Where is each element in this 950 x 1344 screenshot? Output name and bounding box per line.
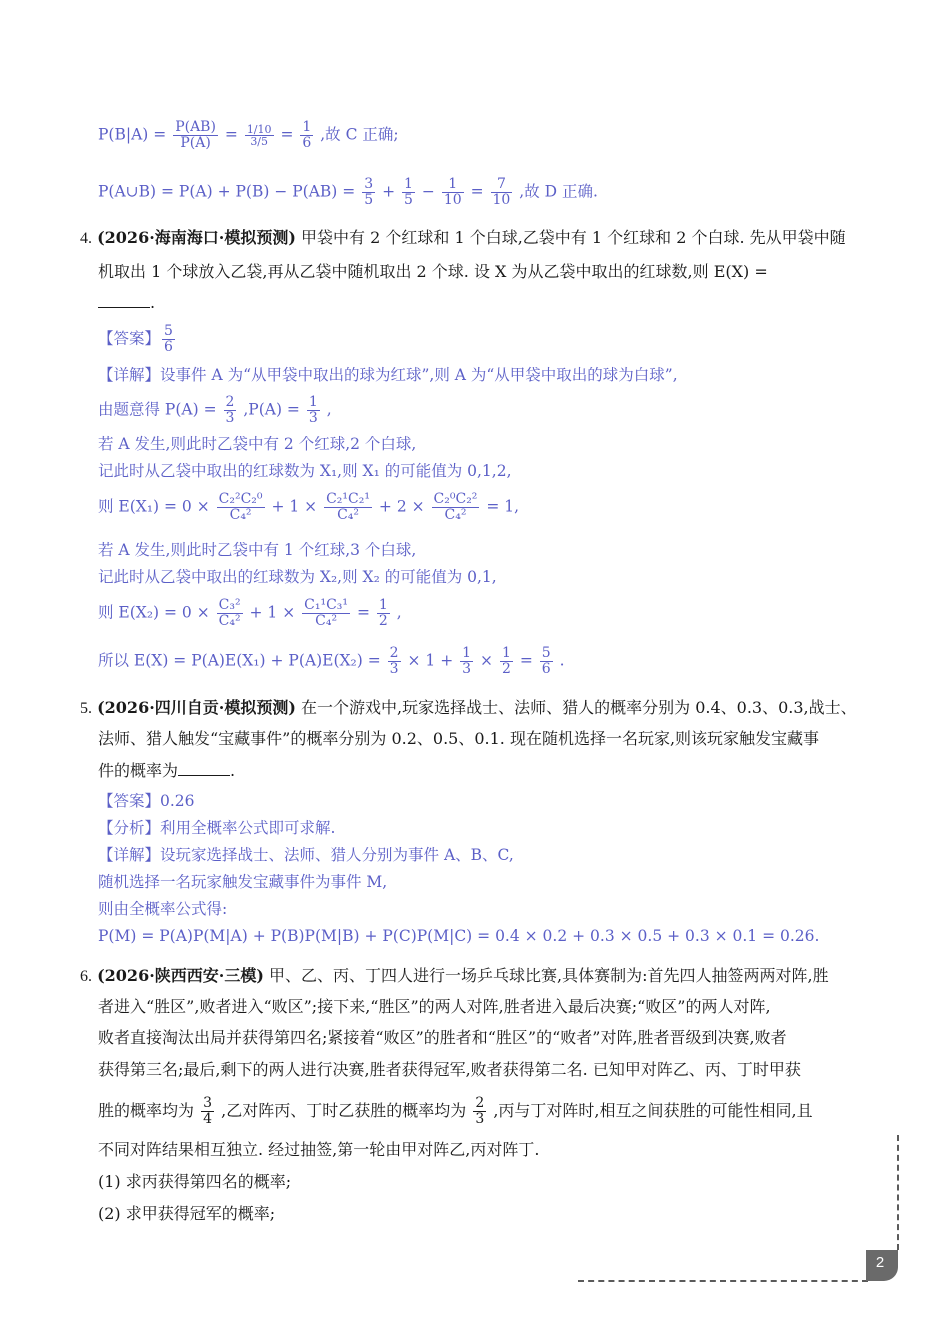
question-text: 甲、乙、丙、丁四人进行一场乒乓球比赛,具体赛制为:首先四人抽签两两对阵,胜: [269, 966, 829, 985]
fraction: [500, 646, 513, 677]
numerator: 2: [225, 394, 235, 410]
question-source: (2026·四川自贡·模拟预测): [97, 698, 296, 717]
denominator: 3: [475, 1111, 485, 1127]
analysis-label: 【分析】: [98, 819, 161, 837]
question-text: 胜的概率均为: [98, 1101, 195, 1120]
plus: +: [382, 182, 396, 201]
question-text: 件的概率为: [98, 761, 179, 780]
equals: =: [224, 125, 238, 144]
denominator: 3/5: [250, 135, 269, 148]
q4-stem-line-3: [98, 293, 155, 313]
equals: =: [280, 125, 294, 144]
answer-blank: [98, 293, 150, 308]
detail-text: 设事件 A 为“从甲袋中取出的球为红球”,则 A 为“从甲袋中取出的球为白球”,: [160, 366, 678, 384]
detail-text: 设玩家选择战士、法师、猎人分别为事件 A、B、C,: [160, 846, 514, 864]
fraction: [460, 646, 473, 677]
answer-label: 【答案】: [98, 792, 161, 810]
denominator: C₄²: [229, 507, 252, 523]
denominator: C₄²: [218, 613, 241, 629]
denominator: P(A): [180, 135, 211, 151]
numerator: 5: [541, 645, 551, 661]
page-number: 2: [875, 1254, 885, 1271]
page-border-horizontal: [578, 1280, 868, 1282]
q5-analysis: [98, 818, 335, 838]
formula-text: P(A∪B) = P(A) + P(B) − P(AB) =: [98, 182, 356, 201]
q6-stem-line-2: 者进入“胜区”,败者进入“败区”;接下来,“胜区”的两人对阵,胜者进入最后决赛;“败区”的两人对阵,: [98, 997, 771, 1016]
denominator: 2: [378, 613, 388, 629]
formula-text: ,: [326, 400, 332, 419]
q5-detail-3: 则由全概率公式得:: [98, 900, 228, 918]
q4-detail-7: 记此时从乙袋中取出的红球数为 X₂,则 X₂ 的可能值为 0,1,: [98, 568, 497, 586]
denominator: 10: [492, 192, 511, 208]
denominator: 3: [225, 410, 235, 426]
numerator: 2: [389, 645, 399, 661]
formula-text: .: [559, 651, 565, 670]
formula-text: 所以 E(X) = P(A)E(X₁) + P(A)E(X₂) =: [98, 651, 381, 670]
fraction: [324, 492, 372, 523]
denominator: 5: [364, 192, 374, 208]
fraction: [402, 177, 415, 208]
numerator: C₁¹C₃¹: [304, 597, 349, 613]
numerator: C₂²C₂⁰: [218, 491, 263, 507]
fraction: [245, 124, 274, 147]
fraction: [217, 598, 243, 629]
numerator: C₃²: [218, 597, 241, 613]
formula-text: ,P(A) =: [243, 400, 300, 419]
fraction: [377, 598, 390, 629]
question-source: (2026·陕西西安·三模): [97, 966, 264, 985]
equals: =: [470, 182, 484, 201]
prev-line-2: [98, 177, 598, 208]
denominator: 3: [308, 410, 318, 426]
fraction: [491, 177, 513, 208]
q5-detail-1: [98, 845, 514, 865]
fraction: [473, 1096, 486, 1127]
formula-text: + 1 ×: [249, 603, 296, 622]
minus: −: [421, 182, 435, 201]
q5-detail-4: P(M) = P(A)P(M|A) + P(B)P(M|B) + P(C)P(M|C) = 0.4 × 0.2 + 0.3 × 0.5 + 0.3 × 0.1 = 0.26.: [98, 927, 820, 945]
q6-stem-line-1: [80, 966, 829, 987]
fraction: [217, 492, 265, 523]
answer-blank: [178, 761, 230, 776]
numerator: C₂¹C₂¹: [326, 491, 370, 507]
fraction: [388, 646, 401, 677]
denominator: 5: [404, 192, 413, 208]
numerator: 1: [462, 645, 472, 661]
formula-text: + 2 ×: [378, 497, 425, 516]
question-text: 甲袋中有 2 个红球和 1 个白球,乙袋中有 1 个红球和 2 个白球. 先从甲袋中随: [301, 228, 846, 247]
question-text: ,丙与丁对阵时,相互之间获胜的可能性相同,且: [493, 1101, 813, 1120]
answer-label: 【答案】: [98, 329, 161, 348]
denominator: 3: [462, 661, 472, 677]
question-number: 5.: [80, 700, 92, 717]
formula-text: 则 E(X₁) = 0 ×: [98, 497, 210, 516]
denominator: 10: [443, 192, 462, 208]
fraction: [540, 646, 553, 677]
denominator: C₄²: [315, 613, 338, 629]
q4-stem-line-2: 机取出 1 个球放入乙袋,再从乙袋中随机取出 2 个球. 设 X 为从乙袋中取出的红球数,则 E(X) =: [98, 262, 768, 281]
denominator: 6: [302, 135, 312, 151]
numerator: 3: [364, 176, 374, 192]
q5-stem-line-1: [80, 698, 857, 719]
detail-label: 【详解】: [98, 846, 161, 864]
q4-detail-6: 若 A 发生,则此时乙袋中有 1 个红球,3 个白球,: [98, 541, 417, 559]
numerator: 2: [475, 1095, 485, 1111]
fraction: [307, 395, 320, 426]
q4-detail-4: 记此时从乙袋中取出的红球数为 X₁,则 X₁ 的可能值为 0,1,2,: [98, 462, 512, 480]
numerator: 1: [442, 177, 464, 193]
q6-subquestion-2: (2) 求甲获得冠军的概率;: [98, 1204, 276, 1223]
formula-text: ,: [396, 603, 402, 622]
q4-answer: [98, 324, 177, 355]
question-number: 4.: [80, 230, 92, 247]
q5-stem-line-3: [98, 761, 235, 781]
equals: =: [519, 651, 533, 670]
denominator: 3: [389, 661, 399, 677]
formula-text: P(B|A) =: [98, 125, 167, 144]
q5-detail-2: 随机选择一名玩家触发宝藏事件为事件 M,: [98, 873, 388, 891]
numerator: 1: [501, 645, 511, 661]
q4-detail-2: [98, 395, 332, 426]
numerator: 1: [308, 394, 318, 410]
equals: =: [356, 603, 370, 622]
fraction: [362, 177, 375, 208]
question-text: ,乙对阵丙、丁时乙获胜的概率均为: [221, 1101, 467, 1120]
analysis-text: 利用全概率公式即可求解.: [160, 819, 336, 837]
q6-stem-line-6: 不同对阵结果相互独立. 经过抽签,第一轮由甲对阵乙,丙对阵丁.: [98, 1140, 540, 1159]
formula-text: 由题意得 P(A) =: [98, 400, 217, 419]
fraction: [201, 1096, 214, 1127]
formula-text: × 1 +: [407, 651, 454, 670]
question-number: 6.: [80, 968, 92, 985]
denominator: C₄²: [337, 507, 359, 523]
q5-answer: [98, 791, 195, 811]
formula-text: ,故 D 正确.: [519, 182, 598, 201]
q4-detail-8: [98, 598, 402, 629]
denominator: 6: [541, 661, 551, 677]
page-border-vertical: [897, 1135, 899, 1250]
q6-stem-line-4: 获得第三名;最后,剩下的两人进行决赛,胜者获得冠军,败者获得第二名. 已知甲对阵乙、丙、丁时甲获: [98, 1060, 801, 1079]
numerator: 1: [302, 119, 312, 135]
q4-detail-9: [98, 646, 565, 677]
fraction: [300, 120, 313, 151]
prev-line-1: [98, 120, 399, 151]
q6-stem-line-3: 败者直接淘汰出局并获得第四名;紧接着“败区”的胜者和“胜区”的“败者”对阵,胜者晋级到决赛,败者: [98, 1028, 787, 1047]
numerator: 1: [404, 176, 413, 192]
numerator: 1: [378, 597, 388, 613]
answer-value: 0.26: [160, 792, 195, 810]
question-text: .: [230, 761, 236, 780]
formula-text: = 1,: [486, 497, 520, 516]
fraction: [224, 395, 237, 426]
numerator: 5: [164, 323, 173, 339]
numerator: C₂⁰C₂²: [433, 491, 478, 507]
question-source: (2026·海南海口·模拟预测): [97, 228, 296, 247]
denominator: 2: [501, 661, 511, 677]
formula-text: 则 E(X₂) = 0 ×: [98, 603, 210, 622]
q4-detail-1: [98, 365, 678, 385]
detail-label: 【详解】: [98, 366, 161, 384]
numerator: P(AB): [175, 119, 216, 135]
denominator: 4: [203, 1111, 213, 1127]
numerator: 7: [491, 177, 513, 193]
denominator: 6: [164, 339, 173, 355]
q6-subquestion-1: (1) 求丙获得第四名的概率;: [98, 1172, 292, 1191]
formula-text: + 1 ×: [271, 497, 318, 516]
fraction: [302, 598, 350, 629]
q5-stem-line-2: 法师、猎人触发“宝藏事件”的概率分别为 0.2、0.5、0.1. 现在随机选择一名玩家,则该玩家触发宝藏事: [98, 729, 820, 748]
fraction: [442, 177, 464, 208]
numerator: 3: [203, 1095, 213, 1111]
numerator: 1/10: [246, 123, 272, 136]
q4-detail-3: 若 A 发生,则此时乙袋中有 2 个红球,2 个白球,: [98, 435, 417, 453]
q4-stem-line-1: [80, 228, 846, 249]
q6-stem-line-5: [98, 1096, 813, 1127]
question-text: .: [150, 293, 156, 312]
formula-text: ,故 C 正确;: [320, 125, 399, 144]
fraction: [162, 324, 175, 355]
fraction: [173, 120, 218, 151]
q4-detail-5: [98, 492, 519, 523]
fraction: [432, 492, 480, 523]
formula-text: ×: [480, 651, 494, 670]
denominator: C₄²: [444, 507, 467, 523]
question-text: 在一个游戏中,玩家选择战士、法师、猎人的概率分别为 0.4、0.3、0.3,战士、: [301, 698, 857, 717]
